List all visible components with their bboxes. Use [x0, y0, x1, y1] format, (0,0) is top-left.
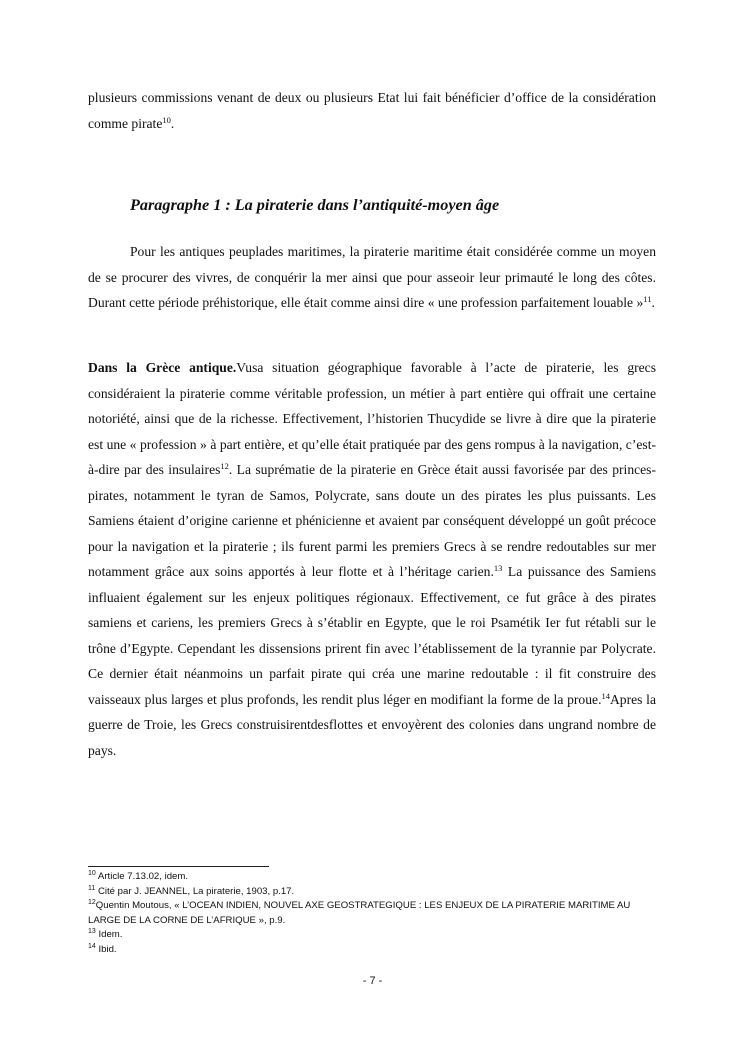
- footnote-ref-11[interactable]: 11: [643, 294, 652, 304]
- greece-lead: Dans la Grèce antique.: [88, 360, 237, 375]
- greece-text-1: Vusa situation géographique favorable à l’acte de piraterie, les grecs considéraient la piraterie comme véritable profession, un métier à part entière qui offrait une certaine notoriété, ainsi que de la richesse. Effectivement, l’historien Thucydide se livre à dire que la piraterie est une « profession » à part entière, et qu’elle était pratiquée par des gens rompus à la navigation, c’est-à-dire par des insulaires: [88, 360, 656, 477]
- footnote-number: 14: [88, 942, 96, 950]
- paragraph-antiquity-text: Pour les antiques peuplades maritimes, la piraterie maritime était considérée comme un moyen de se procurer des vivres, de conquérir la mer ainsi que pour asseoir leur primauté le long des côtes. Durant cette période préhistorique, elle était comme ainsi dire « une profession parfaitement louable »: [88, 244, 656, 310]
- intro-text: plusieurs commissions venant de deux ou plusieurs Etat lui fait bénéficier d’office de la considération comme pirate: [88, 90, 656, 131]
- footnote: [88, 928, 648, 943]
- paragraph-greece: [88, 355, 656, 763]
- footnote-text: Article 7.13.02, idem.: [95, 871, 189, 882]
- intro-paragraph: [88, 85, 656, 136]
- footnote: [88, 899, 648, 928]
- greece-text-4: Apres la guerre de Troie, les Grecs construisirentdesflottes et envoyèrent des colonies dans ungrand nombre de pays.: [88, 691, 656, 758]
- greece-text-3: La puissance des Samiens influaient également sur les enjeux politiques régionaux. Effectivement, ce fut grâce à des pirates samiens et cariens, les premiers Grecs à s’établir en Egypte, que le roi Psamétik Ier fut rétabli sur le trône d’Egypte. Cependant les dissensions prirent fin avec l’établissement de la tyrannie par Polycrate. Ce dernier était néanmoins un parfait pirate qui créa une marine redoutable : il fit construire des vaisseaux plus larges et plus profonds, les rendit plus léger en modifiant la forme de la proue.: [88, 564, 656, 707]
- footnote-ref-14[interactable]: 14: [601, 690, 610, 701]
- footnote-separator: [88, 866, 269, 867]
- footnotes: [88, 870, 648, 958]
- footnote-text: Ibid.: [95, 943, 117, 955]
- paragraph-antiquity-end: .: [651, 295, 655, 310]
- footnote-ref-10[interactable]: 10: [162, 114, 171, 125]
- greece-text-2: . La suprématie de la piraterie en Grèce était aussi favorisée par des princes-pirates, notamment le tyran de Samos, Polycrate, sans doute un des pirates les plus puissants. Les Samiens étaient d’origine carienne et phénicienne et avaient par conséquent développé un goût précoce pour la navigation et la piraterie ; ils furent parmi les premiers Grecs à se rendre redoutables sur mer notamment grâce aux soins apportés à leur flotte et à l’héritage carien.: [88, 462, 656, 579]
- paragraph-antiquity: [88, 239, 656, 316]
- footnote-text: Quentin Moutous, « L’OCEAN INDIEN, NOUVEL AXE GEOSTRATEGIQUE : LES ENJEUX DE LA PIRATERIE MARITIME AU LARGE DE LA CORNE DE L’AFRIQUE », p.9.: [88, 900, 631, 926]
- section-heading: Paragraphe 1 : La piraterie dans l’antiquité-moyen âge: [130, 196, 500, 214]
- page-number: - 7 -: [362, 975, 383, 987]
- footnote-number: 10: [88, 870, 96, 877]
- intro-end: .: [170, 115, 175, 131]
- footnote-ref-12[interactable]: 12: [220, 461, 229, 471]
- footnote-text: Cité par J. JEANNEL, La piraterie, 1903, p.17.: [95, 885, 295, 897]
- footnote-ref-13[interactable]: 13: [493, 563, 503, 573]
- footnote: [88, 885, 648, 900]
- footnote: [88, 943, 648, 958]
- footnote-text: Idem.: [95, 929, 123, 941]
- footnote: [88, 870, 648, 885]
- footnote-number: 11: [88, 884, 96, 892]
- footnote-number: 13: [88, 928, 96, 936]
- footnote-number: 12: [88, 899, 96, 907]
